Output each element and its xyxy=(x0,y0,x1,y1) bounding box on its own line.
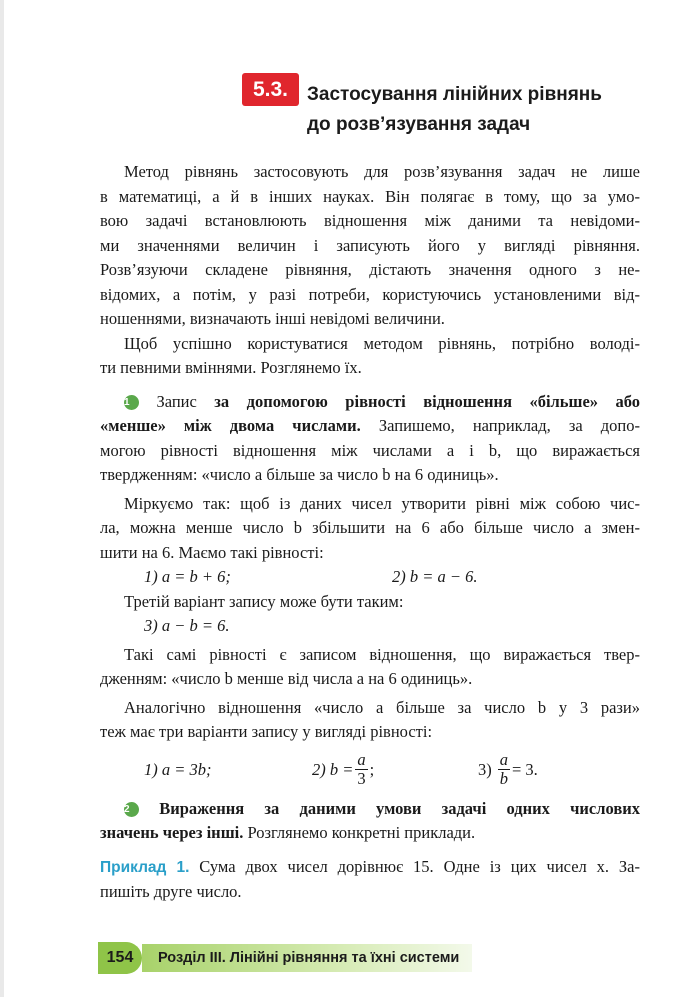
text-line: Розв’язуючи складене рівняння, дістають значення одного з не- xyxy=(100,260,640,279)
example-label: Приклад 1. xyxy=(100,858,190,876)
eq-label: 3) xyxy=(478,759,492,779)
section-number-badge: 5.3. xyxy=(242,73,299,106)
page-edge xyxy=(0,0,4,997)
point-2-paragraph xyxy=(100,797,640,846)
point-1-heading: за допомогою рівності відношення «більше» або xyxy=(214,391,640,411)
fraction-equation-2 xyxy=(312,745,374,795)
equation-3: 3) a − b = 6. xyxy=(144,616,230,635)
fraction xyxy=(355,751,367,788)
text-line: могою рівності відношення між числами a і b, що виражається xyxy=(100,440,640,460)
example-text: Сума двох чисел дорівнює 15. Одне із цих чисел x. За- xyxy=(189,856,641,876)
fraction-equation-1: 1) a = 3b; xyxy=(144,759,212,779)
reasoning-paragraph xyxy=(100,492,640,566)
text-line: відомих, а потім, у разі потреби, користуючись установленими від- xyxy=(100,284,640,304)
point-2-text: Розглянемо конкретні приклади. xyxy=(243,823,476,842)
text-line xyxy=(100,390,640,415)
fraction-equations-row xyxy=(100,745,640,795)
text-line: Міркуємо так: щоб із даних чисел утворити рівні між собою чис- xyxy=(124,493,640,513)
text-line: шити на 6. Маємо такі рівності: xyxy=(100,542,324,562)
text-line: пишіть друге число. xyxy=(100,882,242,901)
point-1-lead: Запис xyxy=(156,391,215,411)
equation-2: 2) b = a − 6. xyxy=(392,567,478,586)
text-line: Аналогічно відношення «число a більше за число b у 3 рази» xyxy=(124,697,640,717)
text-line: ми значеннями величин і записують його у вигляді рівняння. xyxy=(100,235,640,255)
text-line: Щоб успішно користуватися методом рівнянь, потрібно володі- xyxy=(124,333,640,353)
number-one-icon: 1 xyxy=(124,395,139,410)
equations-row-1 xyxy=(100,565,640,590)
eq-tail: ; xyxy=(369,759,375,779)
intro-paragraph-1 xyxy=(100,160,640,332)
text-line xyxy=(100,855,640,881)
text-line xyxy=(100,797,640,822)
section-title-line-2: до розв’язування задач xyxy=(307,114,531,135)
text-line: дженням: «число b менше від числа a на 6 одиниць». xyxy=(100,669,473,688)
text-line: в математиці, а й в інших науках. Він полягає в тому, що за умо- xyxy=(100,186,640,206)
text-line: ла, можна менше число b збільшити на 6 або більше число a змен- xyxy=(100,518,640,537)
example-1-paragraph xyxy=(100,855,640,905)
denominator: 3 xyxy=(357,769,366,788)
section-title-line-1: Застосування лінійних рівнянь xyxy=(307,84,602,105)
number-two-icon: 2 xyxy=(124,802,139,817)
denominator: b xyxy=(499,769,508,788)
intro-paragraph-2 xyxy=(100,332,640,381)
equation-1: 1) a = b + 6; xyxy=(144,567,231,586)
text-line: твердженням: «число a більше за число b на 6 одиниць». xyxy=(100,465,499,484)
section-title xyxy=(307,80,637,140)
text-line: Такі самі рівності є записом відношення, що виражається твер- xyxy=(124,644,640,664)
point-2-heading: Вираження за даними умови задачі одних числових xyxy=(159,798,640,818)
same-equalities-paragraph xyxy=(100,643,640,692)
eq-lhs: 2) b = xyxy=(312,759,354,779)
text-line: ношеннями, визначають інші невідомі величини. xyxy=(100,309,445,328)
third-variant-text: Третій варіант запису може бути таким: xyxy=(124,591,404,611)
equations-row-2 xyxy=(100,614,640,639)
chapter-title: Розділ III. Лінійні рівняння та їхні системи xyxy=(158,950,460,966)
third-variant-row xyxy=(100,590,640,615)
main-content xyxy=(100,160,640,905)
numerator: a xyxy=(357,750,366,769)
point-1-text: Запишемо, наприклад, за допо- xyxy=(360,416,640,435)
text-line: Метод рівнянь застосовують для розв’язування задач не лише xyxy=(124,162,640,181)
fraction xyxy=(498,751,510,788)
point-1-heading-end: «менше» між двома числами. xyxy=(100,416,361,435)
text-line: теж має три варіанти запису у вигляді рівності: xyxy=(100,722,433,741)
point-1-paragraph xyxy=(100,390,640,488)
text-line xyxy=(100,414,640,439)
text-line xyxy=(100,821,640,846)
point-2-heading-end: значень через інші. xyxy=(100,823,244,842)
page-number: 154 xyxy=(98,942,142,974)
text-line: вою задачі встановлюють відношення між даними та невідоми- xyxy=(100,211,640,230)
fraction-equation-3 xyxy=(478,745,538,795)
numerator: a xyxy=(499,750,508,769)
analog-paragraph xyxy=(100,696,640,745)
text-line: ти певними вміннями. Розглянемо їх. xyxy=(100,358,362,377)
eq-tail: = 3. xyxy=(512,759,538,779)
